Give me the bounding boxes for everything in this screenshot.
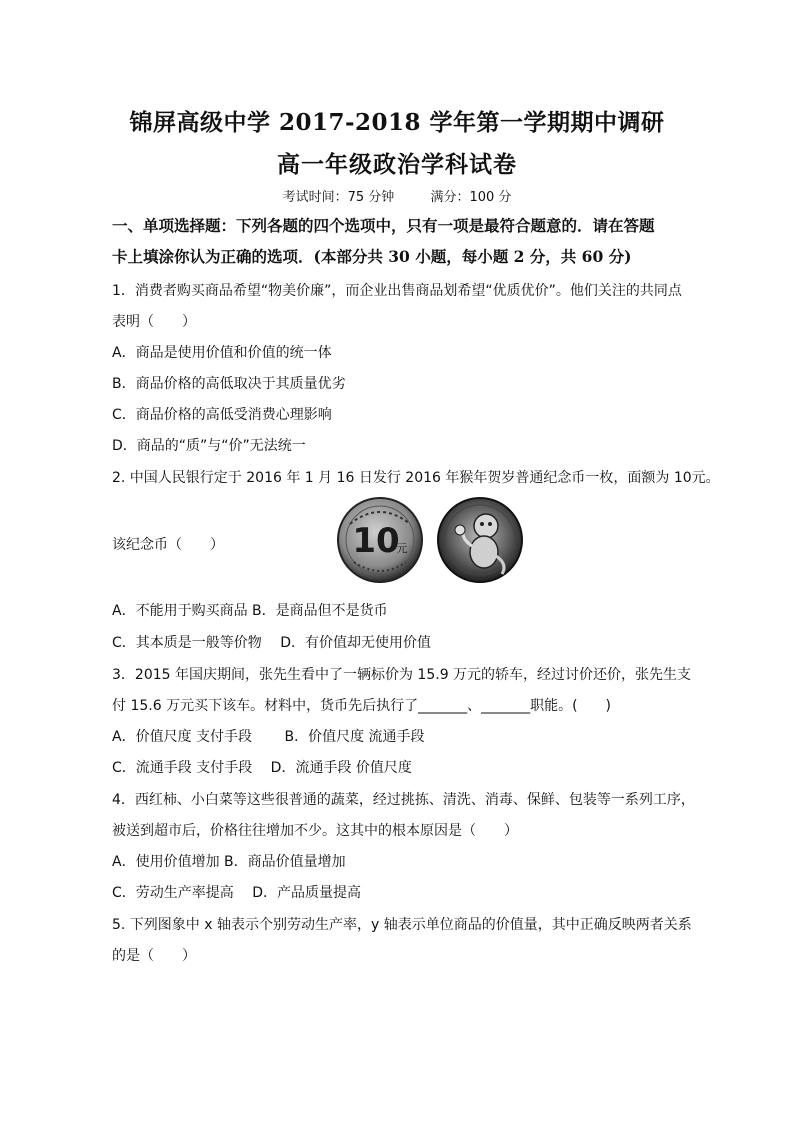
question-3-line1: 3．2015 年国庆期间，张先生看中了一辆标价为 15.9 万元的轿车，经过讨价还价，张先生支 xyxy=(112,667,692,683)
question-1-line2: 表明（ ） xyxy=(112,314,196,330)
question-4-option-cd: C．劳动生产率提高 D．产品质量提高 xyxy=(112,885,362,901)
coin-back-monkey-icon xyxy=(438,498,522,582)
question-2-line2: 该纪念币（ ） xyxy=(112,537,224,553)
commemorative-coin-image xyxy=(336,494,528,586)
question-2-line1: 2. 中国人民银行定于 2016 年 1 月 16 日发行 2016 年猴年贺岁普通纪念币一枚，面额为 10元。 xyxy=(112,470,720,486)
question-1-option-a: A．商品是使用价值和价值的统一体 xyxy=(112,345,332,361)
section-heading-line1: 一、单项选择题：下列各题的四个选项中，只有一项是最符合题意的．请在答题 xyxy=(112,216,655,235)
coin-denomination: 10 xyxy=(352,521,400,561)
full-score: 满分：100 分 xyxy=(430,190,512,205)
exam-time: 考试时间：75 分钟 xyxy=(282,190,395,205)
question-5-line2: 的是（ ） xyxy=(112,948,196,964)
question-3-option-ab: A．价值尺度 支付手段 B．价值尺度 流通手段 xyxy=(112,729,425,745)
question-1-line1: 1．消费者购买商品希望“物美价廉”，而企业出售商品划希望“优质优价”。他们关注的共同点 xyxy=(112,283,682,299)
question-1-option-b: B．商品价格的高低取决于其质量优劣 xyxy=(112,376,346,392)
exam-subtitle: 高一年级政治学科试卷 xyxy=(277,151,517,178)
question-4-option-ab: A．使用价值增加 B．商品价值量增加 xyxy=(112,854,346,870)
question-4-line2: 被送到超市后，价格往往增加不少。这其中的根本原因是（ ） xyxy=(112,823,518,839)
question-3-line2: 付 15.6 万元买下该车。材料中，货币先后执行了_______、_______职能。( ) xyxy=(112,698,611,714)
question-5-line1: 5. 下列图象中 x 轴表示个别劳动生产率，y 轴表示单位商品的价值量，其中正确反映两者关系 xyxy=(112,917,692,933)
exam-title: 锦屏高级中学 2017-2018 学年第一学期期中调研 xyxy=(129,109,665,136)
question-2-option-cd: C．其本质是一般等价物 D．有价值却无使用价值 xyxy=(112,635,432,651)
question-4-line1: 4．西红柿、小白菜等这些很普通的蔬菜，经过挑拣、清洗、消毒、保鲜、包装等一系列工序， xyxy=(112,792,695,808)
question-2-option-ab: A．不能用于购买商品 B．是商品但不是货币 xyxy=(112,603,388,619)
question-3-option-cd: C．流通手段 支付手段 D．流通手段 价值尺度 xyxy=(112,760,412,776)
coin-unit: 元 xyxy=(396,542,408,555)
question-1-option-d: D．商品的“质”与“价”无法统一 xyxy=(112,438,306,454)
exam-meta xyxy=(0,186,794,205)
coin-front-icon xyxy=(338,498,422,582)
section-heading-line2: 卡上填涂你认为正确的选项．(本部分共 30 小题，每小题 2 分，共 60 分) xyxy=(112,247,632,266)
question-1-option-c: C．商品价格的高低受消费心理影响 xyxy=(112,407,332,423)
